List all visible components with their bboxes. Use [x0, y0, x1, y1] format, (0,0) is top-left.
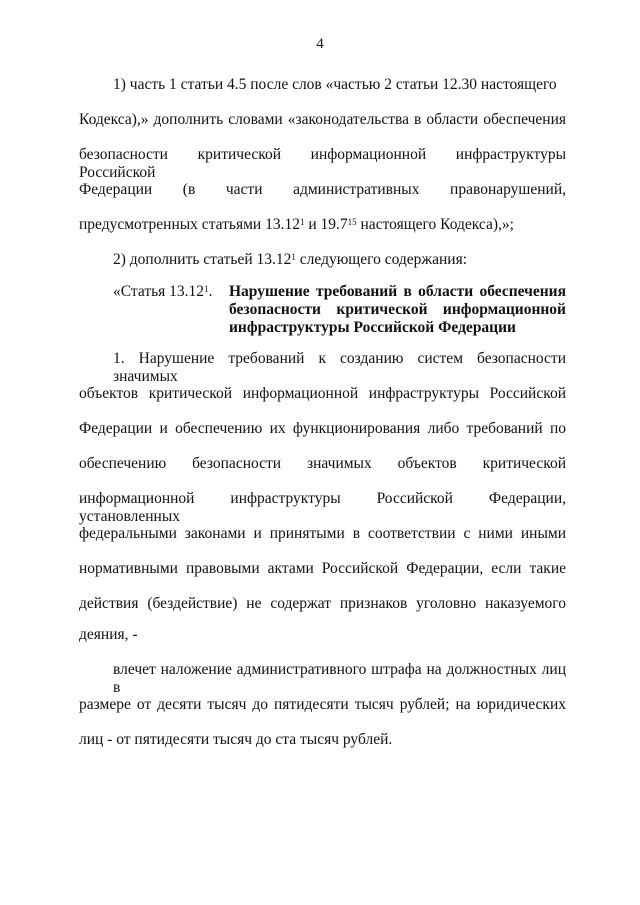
para2-text: 2) дополнить статьей 13.12 — [113, 251, 292, 268]
article-title-line3: инфраструктуры Российской Федерации — [229, 319, 516, 336]
part1-line3: Федерации и обеспечению их функционирования либо требований по — [79, 420, 566, 437]
para2-line — [113, 251, 467, 269]
part1-line2: объектов критической информационной инфраструктуры Российской — [79, 385, 566, 402]
para1-line2: Кодекса),» дополнить словами «законодательства в области обеспечения — [79, 111, 566, 128]
penalty-line2: размере от десяти тысяч до пятидесяти тысяч рублей; на юридических — [79, 696, 566, 713]
part1-line9: деяния, - — [79, 626, 138, 643]
para2-tail: следующего содержания: — [295, 251, 468, 268]
article-title-line2: безопасности критической информационной — [229, 301, 566, 318]
para1-line3: безопасности критической информационной инфраструктуры Российской — [79, 146, 566, 181]
superscript: 1 — [204, 284, 209, 294]
para1-line4: Федерации (в части административных правонарушений, — [79, 181, 566, 198]
page-number: 4 — [316, 36, 324, 52]
para1-line5-b: и 19.7 — [304, 216, 348, 233]
para1-line5-c: настоящего Кодекса),»; — [356, 216, 514, 233]
article-title-line1: Нарушение требований в области обеспечения — [229, 283, 566, 300]
para1-line5 — [79, 216, 514, 234]
part1-line8: действия (бездействие) не содержат признаков уголовно наказуемого — [79, 595, 566, 612]
part1-line1: 1. Нарушение требований к созданию систем безопасности значимых — [113, 350, 566, 385]
part1-line4: обеспечению безопасности значимых объектов критической — [79, 455, 566, 472]
superscript: 15 — [347, 217, 357, 227]
part1-line5: информационной инфраструктуры Российской Федерации, установленных — [79, 490, 566, 525]
article-label-text: «Статья 13.12 — [113, 283, 205, 300]
part1-line7: нормативными правовыми актами Российской Федерации, если такие — [79, 560, 566, 577]
article-label-tail: . — [208, 283, 213, 300]
para1-line5-a: предусмотренных статьями 13.12 — [79, 216, 300, 233]
part1-line6: федеральными законами и принятыми в соответствии с ними иными — [79, 525, 566, 542]
superscript: 1 — [299, 217, 305, 227]
penalty-line1: влечет наложение административного штрафа на должностных лиц в — [113, 661, 566, 696]
superscript: 1 — [291, 252, 296, 262]
penalty-line3: лиц - от пятидесяти тысяч до ста тысяч рублей. — [79, 731, 393, 748]
para1-line1: 1) часть 1 статьи 4.5 после слов «частью 2 статьи 12.30 настоящего — [113, 76, 557, 93]
article-label — [113, 283, 212, 301]
